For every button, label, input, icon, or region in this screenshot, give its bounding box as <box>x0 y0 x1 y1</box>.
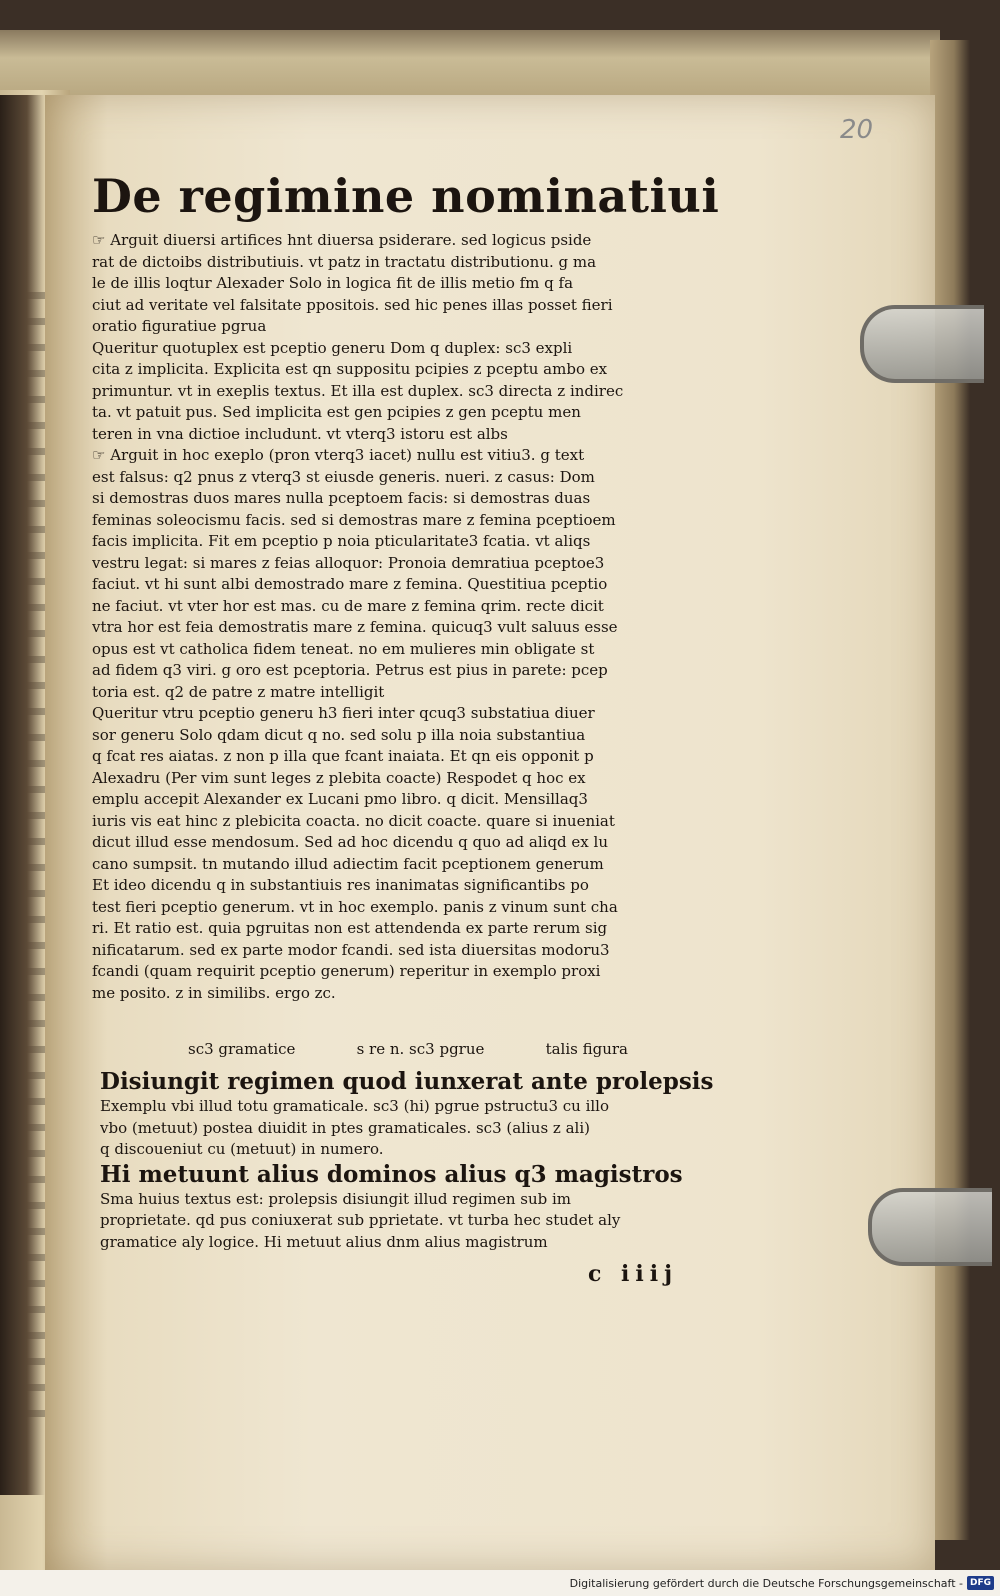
text-line: facis implicita. Fit em pceptio p noia pticularitate3 fcatia. vt aliqs <box>92 532 591 550</box>
text-line: si demostras duos mares nulla pceptoem facis: si demostras duas <box>92 489 591 507</box>
text-line: q discoueniut cu (metuut) in numero. <box>100 1140 384 1158</box>
text-line: me posito. z in similibs. ergo zc. <box>92 983 336 1002</box>
verse-commentary <box>100 1189 700 1254</box>
main-text-block <box>92 169 720 1004</box>
text-line: iuris vis eat hinc z plebicita coacta. no dicit coacte. quare si inueniat <box>92 811 615 830</box>
gloss-item: sc3 gramatice <box>188 1040 296 1058</box>
text-line: ri. Et ratio est. quia pgruitas non est attendenda ex parte rerum sig <box>92 919 608 937</box>
text-line: est falsus: q2 pnus z vterq3 st eiusde generis. nueri. z casus: Dom <box>92 467 595 486</box>
text-line: gramatice aly logice. Hi metuut alius dnm alius magistrum <box>100 1232 548 1251</box>
text-line: dicut illud esse mendosum. Sed ad hoc dicendu q quo ad aliqd ex lu <box>92 833 608 851</box>
signature-mark: c iiij <box>588 1261 679 1287</box>
text-line: Queritur vtru pceptio generu h3 fieri inter qcuq3 substatiua diuer <box>92 704 595 722</box>
text-line: ☞ Arguit diuersi artifices hnt diuersa psiderare. sed logicus pside <box>92 231 592 249</box>
text-line: teren in vna dictioe includunt. vt vterq3 istoru est albs <box>92 424 508 443</box>
verse-section <box>100 1068 714 1253</box>
text-line: ciut ad veritate vel falsitate ppositois. sed hic penes illas posset fieri <box>92 295 613 314</box>
text-line: nificatarum. sed ex parte modor fcandi. sed ista diuersitas modoru3 <box>92 940 610 959</box>
interlinear-gloss <box>188 1040 628 1058</box>
verse-commentary <box>100 1096 700 1161</box>
text-line: emplu accepit Alexander ex Lucani pmo libro. q dicit. Mensillaq3 <box>92 790 588 808</box>
text-line: toria est. q2 de patre z matre intelligit <box>92 682 385 701</box>
text-line: vestru legat: si mares z feias alloquor: Pronoia demratiua pceptoe3 <box>92 553 605 572</box>
page-clip <box>868 1188 992 1266</box>
text-line: vbo (metuut) postea diuidit in ptes gramaticales. sc3 (alius z ali) <box>100 1118 590 1137</box>
text-line: cita z implicita. Explicita est qn suppositu pcipies z pceptu ambo ex <box>92 360 608 378</box>
text-line: feminas soleocismu facis. sed si demostras mare z femina pceptioem <box>92 510 616 529</box>
page-clip <box>860 305 984 383</box>
text-line: ad fidem q3 viri. g oro est pceptoria. Petrus est pius in parete: pcep <box>92 661 608 679</box>
text-line: sor generu Solo qdam dicut q no. sed solu p illa noia substantiua <box>92 725 586 744</box>
text-line: vtra hor est feia demostratis mare z femina. quicuq3 vult saluus esse <box>92 618 618 636</box>
text-line: Et ideo dicendu q in substantiuis res inanimatas significantibs po <box>92 876 589 894</box>
text-line: Queritur quotuplex est pceptio generu Dom q duplex: sc3 expli <box>92 338 573 357</box>
text-line: primuntur. vt in exeplis textus. Et illa est duplex. sc3 directa z indirec <box>92 381 624 400</box>
dfg-logo-badge: DFG <box>967 1576 994 1590</box>
commentary-paragraphs <box>92 230 690 1004</box>
text-line: ne faciut. vt vter hor est mas. cu de mare z femina qrim. recte dicit <box>92 596 604 615</box>
text-line: Alexadru (Per vim sunt leges z plebita coacte) Respodet q hoc ex <box>92 768 586 787</box>
text-line: opus est vt catholica fidem teneat. no em mulieres min obligate st <box>92 639 595 658</box>
text-line: Exemplu vbi illud totu gramaticale. sc3 (hi) pgrue pstructu3 cu illo <box>100 1097 610 1115</box>
book-gutter <box>0 95 45 1495</box>
text-line: test fieri pceptio generum. vt in hoc exemplo. panis z vinum sunt cha <box>92 897 618 916</box>
text-line: oratio figuratiue pgrua <box>92 317 267 335</box>
gloss-item: talis figura <box>545 1040 628 1058</box>
text-line: ☞ Arguit in hoc exeplo (pron vterq3 iacet) nullu est vitiu3. g text <box>92 446 585 464</box>
text-line: le de illis loqtur Alexader Solo in logica fit de illis metio fm q fa <box>92 274 574 292</box>
text-line: faciut. vt hi sunt albi demostrado mare z femina. Questitiua pceptio <box>92 575 608 593</box>
text-line: proprietate. qd pus coniuxerat sub pprietate. vt turba hec studet aly <box>100 1211 621 1229</box>
text-line: rat de dictoibs distributiuis. vt patz in tractatu distributionu. g ma <box>92 252 597 271</box>
book-right-edge <box>930 40 970 1540</box>
folio-number: 20 <box>840 115 874 145</box>
verse-line: Hi metuunt alius dominos alius q3 magistros <box>100 1160 683 1188</box>
gloss-item: s re n. sc3 pgrue <box>356 1040 485 1058</box>
book-top-edge <box>0 30 940 103</box>
page-heading: De regimine nominatiui <box>92 169 720 223</box>
footer-text: Digitalisierung gefördert durch die Deutsche Forschungsgemeinschaft - <box>569 1576 963 1590</box>
text-line: q fcat res aiatas. z non p illa que fcant inaiata. Et qn eis opponit p <box>92 747 594 765</box>
digitization-footer <box>0 1570 1000 1596</box>
text-line: ta. vt patuit pus. Sed implicita est gen pcipies z gen pceptu men <box>92 403 581 421</box>
verse-line: Disiungit regimen quod iunxerat ante prolepsis <box>100 1068 714 1095</box>
text-line: Sma huius textus est: prolepsis disiungit illud regimen sub im <box>100 1189 571 1208</box>
text-line: fcandi (quam requirit pceptio generum) reperitur in exemplo proxi <box>92 962 601 980</box>
text-line: cano sumpsit. tn mutando illud adiectim facit pceptionem generum <box>92 854 604 873</box>
